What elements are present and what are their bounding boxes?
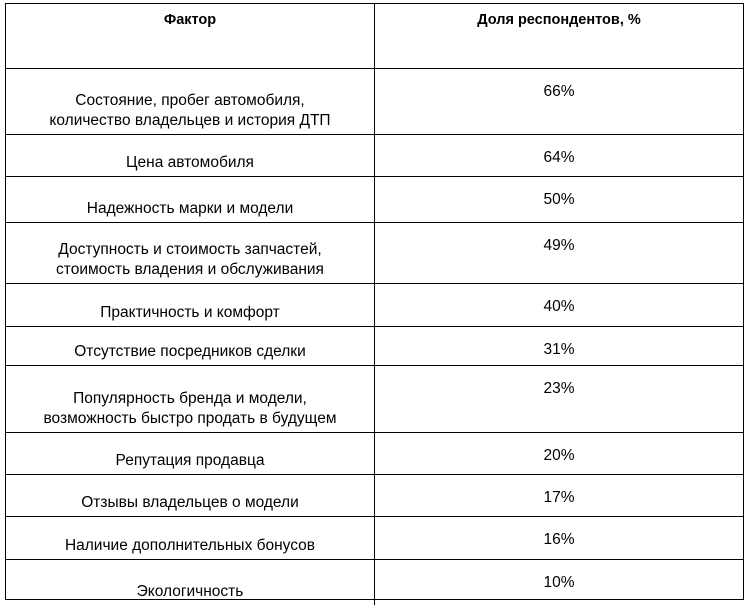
survey-table — [5, 3, 744, 600]
table-row — [6, 68, 743, 134]
share-cell: 66% — [543, 83, 575, 100]
table-header-row — [6, 4, 743, 68]
factor-cell: Состояние, пробег автомобиля, количество владельцев и история ДТП — [49, 92, 331, 129]
factor-cell: Отзывы владельцев о модели — [81, 494, 299, 511]
share-cell: 40% — [543, 298, 575, 315]
share-cell: 17% — [543, 489, 575, 506]
share-cell: 23% — [543, 380, 575, 397]
table-row — [6, 559, 743, 605]
factor-cell: Надежность марки и модели — [86, 200, 294, 217]
share-cell: 64% — [543, 149, 575, 166]
factor-cell: Экологичность — [136, 583, 244, 600]
factor-cell: Репутация продавца — [115, 452, 265, 469]
header-share: Доля респондентов, % — [477, 12, 641, 28]
share-cell: 16% — [543, 531, 575, 548]
factor-cell: Наличие дополнительных бонусов — [64, 537, 316, 554]
factor-cell: Практичность и комфорт — [100, 304, 280, 321]
table-row — [6, 134, 743, 176]
table-row — [6, 432, 743, 474]
table-row — [6, 365, 743, 432]
share-cell: 49% — [543, 237, 575, 254]
table-row — [6, 176, 743, 222]
factor-cell: Цена автомобиля — [126, 154, 254, 171]
share-cell: 20% — [543, 447, 575, 464]
share-cell: 50% — [543, 191, 575, 208]
factor-cell: Доступность и стоимость запчастей, стоимость владения и обслуживания — [56, 241, 324, 278]
table-row — [6, 326, 743, 365]
share-cell: 10% — [543, 574, 575, 591]
table-row — [6, 222, 743, 283]
table-row — [6, 283, 743, 326]
table-row — [6, 516, 743, 559]
factor-cell: Отсутствие посредников сделки — [74, 343, 306, 360]
factor-cell: Популярность бренда и модели, возможность быстро продать в будущем — [43, 390, 337, 427]
table-row — [6, 474, 743, 516]
share-cell: 31% — [543, 341, 575, 358]
header-factor: Фактор — [6, 4, 375, 68]
